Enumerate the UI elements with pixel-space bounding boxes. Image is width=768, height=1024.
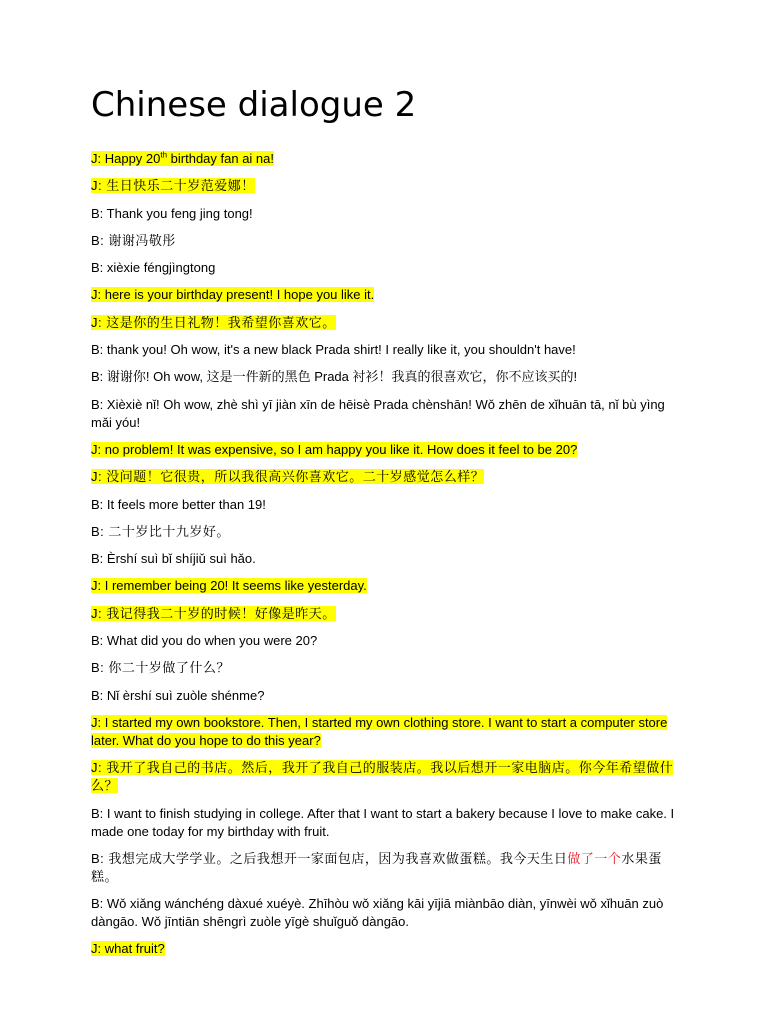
dialogue-body: [91, 150, 681, 968]
line-text: J: Happy 20: [91, 151, 161, 166]
dialogue-line-6: J: here is your birthday present! I hope you like it.: [91, 287, 375, 303]
dialogue-line-2: J: 生日快乐二十岁范爱娜！: [91, 178, 255, 194]
dialogue-line-4: B: 谢谢冯敬彤: [91, 232, 176, 248]
dialogue-line-24: [91, 850, 681, 886]
dialogue-line-16: J: I remember being 20! It seems like yesterday.: [91, 578, 367, 594]
dialogue-line-11: J: no problem! It was expensive, so I am happy you like it. How does it feel to be 20?: [91, 441, 578, 457]
dialogue-line-12: J: 没问题！它很贵，所以我很高兴你喜欢它。二十岁感觉怎么样？: [91, 469, 485, 485]
line-text: B: 我想完成大学学业。之后我想开一家面包店，因为我喜欢做蛋糕。我今天生日: [91, 850, 568, 866]
dialogue-line-23: B: I want to finish studying in college. After that I want to start a bakery because I love to make cake. I made one today for my birthday with fruit.: [91, 805, 675, 839]
dialogue-line-17: J: 我记得我二十岁的时候！好像是昨天。: [91, 605, 336, 621]
dialogue-line-25: B: Wǒ xiǎng wánchéng dàxué xuéyè. Zhīhòu wǒ xiǎng kāi yījiā miànbāo diàn, yīnwèi wǒ xǐhuān zuò dàngāo. Wǒ jīntiān shēngrì zuòle yīgè shuǐguǒ dàngāo.: [91, 896, 664, 930]
document-title: Chinese dialogue 2: [91, 85, 417, 125]
dialogue-line-20: B: Nǐ èrshí suì zuòle shénme?: [91, 687, 265, 703]
dialogue-line-21: J: I started my own bookstore. Then, I started my own clothing store. I want to start a computer store later. What do you hope to do this year?: [91, 714, 668, 748]
dialogue-line-3: B: Thank you feng jing tong!: [91, 205, 253, 221]
superscript-text: th: [160, 150, 168, 160]
dialogue-line-5: B: xièxie féngjìngtong: [91, 260, 216, 276]
dialogue-line-18: B: What did you do when you were 20?: [91, 633, 318, 649]
dialogue-line-15: B: Èrshí suì bǐ shíjiǔ suì hǎo.: [91, 551, 256, 567]
dialogue-line-22: J: 我开了我自己的书店。然后，我开了我自己的服装店。我以后想开一家电脑店。你今年希望做什么？: [91, 760, 674, 794]
dialogue-line-26: J: what fruit?: [91, 941, 165, 957]
dialogue-line-9: B: 谢谢你! Oh wow, 这是一件新的黑色 Prada 衬衫！我真的很喜欢它，你不应该买的!: [91, 369, 578, 385]
line-text: birthday fan ai na!: [167, 151, 275, 166]
dialogue-line-14: B: 二十岁比十九岁好。: [91, 523, 230, 539]
dialogue-line-19: B: 你二十岁做了什么？: [91, 660, 230, 676]
dialogue-line-13: B: It feels more better than 19!: [91, 496, 266, 512]
dialogue-line-10: B: Xièxiè nǐ! Oh wow, zhè shì yī jiàn xīn de hēisè Prada chènshān! Wǒ zhēn de xǐhuān tā, nǐ bù yìng mǎi yóu!: [91, 396, 665, 430]
dialogue-line-1: [91, 150, 681, 168]
line-text: 水果蛋糕。: [91, 850, 662, 884]
red-text: 做了一个: [567, 850, 622, 866]
dialogue-line-8: B: thank you! Oh wow, it's a new black Prada shirt! I really like it, you shouldn't have!: [91, 342, 576, 358]
dialogue-line-7: J: 这是你的生日礼物！我希望你喜欢它。: [91, 314, 336, 330]
